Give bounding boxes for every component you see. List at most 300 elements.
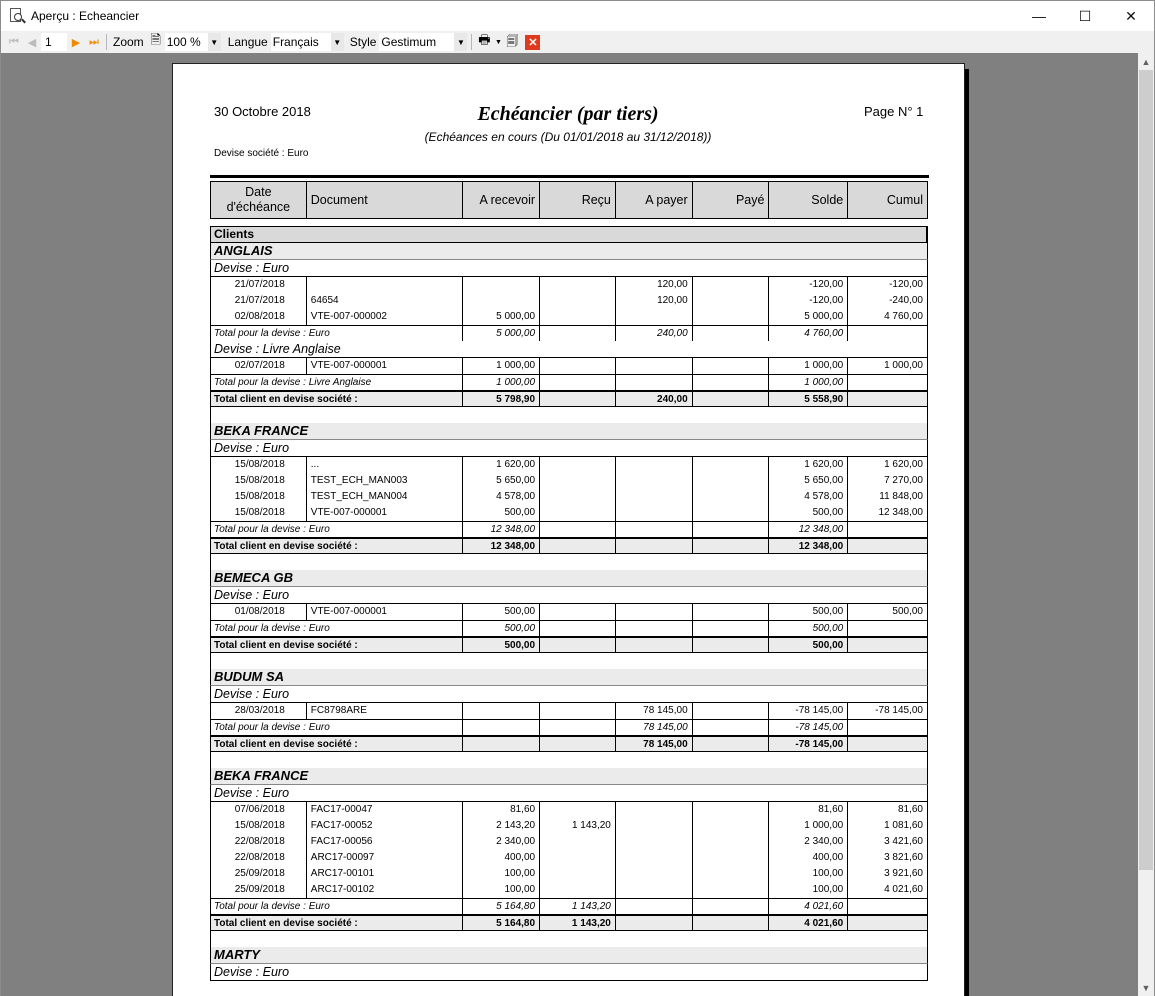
- cell-document: VTE-007-000001: [307, 604, 464, 620]
- tiers-body: [210, 243, 928, 981]
- cell-a-payer: [616, 457, 693, 473]
- col-header-recu: Reçu: [540, 182, 616, 218]
- total-label: Total client en devise société :: [211, 638, 463, 652]
- cell-solde: 2 340,00: [769, 834, 848, 850]
- cell-a-recevoir: 400,00: [463, 850, 540, 866]
- cell-solde: 500,00: [769, 604, 848, 620]
- cell-a-payer: [616, 866, 693, 882]
- cell-paye: [693, 522, 770, 537]
- table-header: [210, 181, 928, 219]
- page-zoom-icon: 🗎: [150, 32, 161, 47]
- page-number-input[interactable]: 1: [41, 33, 67, 51]
- cell-date: 15/08/2018: [211, 457, 307, 473]
- cell-a-payer: 240,00: [616, 392, 693, 406]
- company-currency: Devise société : Euro: [214, 148, 309, 159]
- chevron-down-icon[interactable]: ▼: [454, 33, 467, 51]
- cell-document: [307, 277, 464, 293]
- cell-date: 25/09/2018: [211, 866, 307, 882]
- table-row: [210, 489, 928, 505]
- cell-solde: 4 021,60: [769, 916, 848, 930]
- table-row: [210, 802, 928, 818]
- currency-total-row: [210, 521, 928, 537]
- preview-app-icon: [9, 8, 25, 24]
- col-header-cumul: Cumul: [886, 193, 924, 207]
- cell-a-payer: [616, 375, 693, 390]
- cell-solde: -78 145,00: [769, 703, 848, 719]
- cell-recu: [540, 309, 616, 325]
- table-row: [210, 358, 928, 374]
- tiers-name: BEKA FRANCE: [210, 423, 928, 440]
- minimize-button[interactable]: —: [1032, 8, 1046, 24]
- company-total-row: [210, 735, 928, 752]
- currency-total-row: [210, 374, 928, 390]
- print-setup-icon[interactable]: 🗐: [506, 33, 519, 48]
- cell-cumul: 3 821,60: [884, 852, 923, 863]
- cell-a-payer: [616, 850, 693, 866]
- table-row: [210, 604, 928, 620]
- currency-group: Devise : Livre Anglaise: [210, 341, 928, 358]
- cell-document: FAC17-00052: [307, 818, 464, 834]
- cell-cumul: -120,00: [889, 279, 923, 290]
- scroll-thumb[interactable]: [1139, 70, 1153, 870]
- cell-cumul: 4 760,00: [884, 311, 923, 322]
- cell-a-recevoir: 5 650,00: [463, 473, 540, 489]
- cell-cumul: 4 021,60: [884, 884, 923, 895]
- cell-paye: [693, 457, 770, 473]
- cell-recu: [540, 737, 616, 751]
- cell-solde: 5 000,00: [769, 309, 848, 325]
- table-row: [210, 866, 928, 882]
- cell-recu: [540, 850, 616, 866]
- cell-cumul: 11 848,00: [879, 491, 923, 502]
- company-total-row: [210, 914, 928, 931]
- total-label: Total pour la devise : Euro: [211, 522, 463, 537]
- total-label: Total client en devise société :: [211, 737, 463, 751]
- col-header-a-recevoir: A recevoir: [463, 182, 540, 218]
- cell-paye: [693, 539, 770, 553]
- cell-date: 28/03/2018: [211, 703, 307, 719]
- cell-recu: 1 143,20: [540, 916, 616, 930]
- cell-date: 15/08/2018: [211, 473, 307, 489]
- cell-recu: [540, 473, 616, 489]
- currency-group: Devise : Euro: [210, 260, 928, 277]
- cell-date: 01/08/2018: [211, 604, 307, 620]
- table-row: [210, 277, 928, 293]
- cell-solde: 500,00: [769, 621, 848, 636]
- cell-cumul: 500,00: [892, 606, 923, 617]
- cell-recu: [540, 326, 616, 341]
- cell-document: TEST_ECH_MAN003: [307, 473, 464, 489]
- cell-a-payer: [616, 358, 693, 374]
- cell-a-payer: [616, 489, 693, 505]
- cell-document: ARC17-00097: [307, 850, 464, 866]
- table-row: [210, 703, 928, 719]
- cell-paye: [693, 277, 770, 293]
- langue-value: Français: [272, 35, 319, 49]
- langue-label: Langue: [227, 35, 268, 49]
- cell-recu: [540, 375, 616, 390]
- currency-total-row: [210, 325, 928, 341]
- style-label: Style: [349, 35, 377, 49]
- cell-cumul: [848, 539, 927, 553]
- cell-document: FC8798ARE: [307, 703, 464, 719]
- chevron-down-icon[interactable]: ▼: [494, 38, 502, 46]
- spacer: [210, 407, 928, 423]
- cell-paye: [693, 326, 770, 341]
- cell-a-payer: [616, 899, 693, 914]
- cell-paye: [693, 850, 770, 866]
- tiers-name: ANGLAIS: [210, 243, 928, 260]
- cell-recu: [540, 489, 616, 505]
- cell-a-recevoir: [463, 720, 540, 735]
- zoom-label: Zoom: [113, 35, 144, 49]
- cell-solde: 4 760,00: [769, 326, 848, 341]
- cell-solde: -78 145,00: [769, 737, 848, 751]
- cell-cumul: [848, 737, 927, 751]
- cell-a-recevoir: 500,00: [463, 621, 540, 636]
- cell-solde: -120,00: [769, 277, 848, 293]
- cell-date: 15/08/2018: [211, 818, 307, 834]
- cell-a-recevoir: 2 340,00: [463, 834, 540, 850]
- cell-paye: [693, 489, 770, 505]
- total-label: Total pour la devise : Livre Anglaise: [211, 375, 463, 390]
- cell-cumul: [848, 638, 927, 652]
- report-subtitle: (Echéances en cours (Du 01/01/2018 au 31/12/2018)): [424, 130, 712, 144]
- cell-solde: 1 000,00: [769, 358, 848, 374]
- cell-paye: [693, 899, 770, 914]
- style-value: Gestimum: [381, 35, 437, 49]
- cell-recu: 1 143,20: [540, 899, 616, 914]
- cell-a-payer: 78 145,00: [616, 737, 693, 751]
- table-row: [210, 309, 928, 325]
- cell-a-payer: [616, 916, 693, 930]
- window-title: Aperçu : Echeancier: [31, 9, 140, 23]
- col-header-document: Document: [307, 182, 464, 218]
- cell-cumul: 12 348,00: [878, 507, 923, 518]
- cell-solde: 12 348,00: [769, 522, 848, 537]
- table-row: [210, 293, 928, 309]
- cell-document: VTE-007-000001: [307, 505, 464, 521]
- cell-paye: [693, 505, 770, 521]
- cell-recu: [540, 505, 616, 521]
- page-number: Page N° 1: [864, 104, 924, 119]
- cell-paye: [693, 703, 770, 719]
- cell-recu: [540, 539, 616, 553]
- cell-date: 22/08/2018: [211, 834, 307, 850]
- total-label: Total pour la devise : Euro: [211, 621, 463, 636]
- cell-recu: [540, 604, 616, 620]
- cell-paye: [693, 375, 770, 390]
- cell-a-recevoir: 1 620,00: [463, 457, 540, 473]
- cell-solde: 1 000,00: [769, 818, 848, 834]
- cell-a-recevoir: 5 164,80: [463, 899, 540, 914]
- cell-paye: [693, 392, 770, 406]
- langue-select[interactable]: [271, 33, 344, 51]
- tiers-name: MARTY: [210, 947, 928, 964]
- cell-a-payer: [616, 522, 693, 537]
- cell-a-recevoir: [463, 737, 540, 751]
- spacer: [210, 752, 928, 768]
- cell-paye: [693, 818, 770, 834]
- cell-cumul: 7 270,00: [884, 475, 923, 486]
- first-page-icon[interactable]: ⏮: [9, 35, 19, 48]
- prev-page-icon[interactable]: ◀: [27, 36, 37, 49]
- toolbar-separator: [471, 34, 472, 50]
- cell-solde: 4 578,00: [769, 489, 848, 505]
- cell-recu: [540, 882, 616, 898]
- next-page-icon[interactable]: ▶: [71, 36, 81, 49]
- cell-cumul: 81,60: [897, 804, 923, 815]
- spacer: [210, 931, 928, 947]
- cell-solde: 400,00: [769, 850, 848, 866]
- cell-paye: [693, 737, 770, 751]
- preview-viewport[interactable]: [0, 53, 1138, 996]
- cell-solde: -120,00: [769, 293, 848, 309]
- cell-recu: [540, 358, 616, 374]
- cell-a-recevoir: 5 000,00: [463, 309, 540, 325]
- cell-paye: [693, 882, 770, 898]
- cell-document: TEST_ECH_MAN004: [307, 489, 464, 505]
- cell-cumul: [848, 392, 927, 406]
- close-button[interactable]: ✕: [1125, 7, 1137, 24]
- cell-paye: [693, 309, 770, 325]
- currency-group: Devise : Euro: [210, 440, 928, 457]
- col-header-a-payer: A payer: [616, 182, 693, 218]
- cell-cumul: 3 921,60: [884, 868, 923, 879]
- cell-recu: [540, 703, 616, 719]
- header-rule: [210, 175, 929, 178]
- cell-solde: 500,00: [769, 638, 848, 652]
- chevron-down-icon[interactable]: ▼: [208, 33, 221, 51]
- table-row: [210, 834, 928, 850]
- window-titlebar: [0, 0, 1155, 31]
- total-label: Total client en devise société :: [211, 392, 463, 406]
- cell-recu: [540, 621, 616, 636]
- cell-solde: 5 650,00: [769, 473, 848, 489]
- currency-total-row: [210, 620, 928, 636]
- cell-a-payer: 120,00: [616, 277, 693, 293]
- report-table: [210, 181, 928, 981]
- cell-cumul: [848, 621, 927, 636]
- currency-total-row: [210, 719, 928, 735]
- cell-paye: [693, 293, 770, 309]
- cell-recu: [540, 293, 616, 309]
- cell-document: ARC17-00102: [307, 882, 464, 898]
- cell-date: 22/08/2018: [211, 850, 307, 866]
- zoom-select[interactable]: [165, 33, 221, 51]
- cell-solde: 81,60: [769, 802, 848, 818]
- cell-paye: [693, 358, 770, 374]
- cell-a-payer: [616, 539, 693, 553]
- cell-a-recevoir: [463, 277, 540, 293]
- currency-total-row: [210, 898, 928, 914]
- cell-document: VTE-007-000001: [307, 358, 464, 374]
- cell-cumul: [848, 720, 927, 735]
- cell-paye: [693, 834, 770, 850]
- cell-a-recevoir: 5 164,80: [463, 916, 540, 930]
- cell-a-recevoir: 1 000,00: [463, 358, 540, 374]
- cell-solde: 1 620,00: [769, 457, 848, 473]
- chevron-down-icon[interactable]: ▼: [331, 33, 344, 51]
- cell-a-recevoir: 5 000,00: [463, 326, 540, 341]
- cell-document: FAC17-00056: [307, 834, 464, 850]
- toolbar-separator: [106, 34, 107, 50]
- cell-paye: [693, 621, 770, 636]
- cell-cumul: [848, 326, 927, 341]
- cell-a-recevoir: 1 000,00: [463, 375, 540, 390]
- col-header-solde: Solde: [769, 182, 848, 218]
- cell-a-payer: [616, 621, 693, 636]
- cell-cumul: 1 000,00: [884, 360, 923, 371]
- cell-date: 02/08/2018: [211, 309, 307, 325]
- cell-solde: 5 558,90: [769, 392, 848, 406]
- cell-a-recevoir: 12 348,00: [463, 539, 540, 553]
- cell-cumul: [848, 916, 927, 930]
- cell-a-payer: [616, 638, 693, 652]
- cell-recu: [540, 834, 616, 850]
- cell-paye: [693, 916, 770, 930]
- currency-group: Devise : Euro: [210, 587, 928, 604]
- cell-recu: [540, 457, 616, 473]
- cell-a-recevoir: 81,60: [463, 802, 540, 818]
- print-icon[interactable]: 🖶: [478, 32, 491, 47]
- cell-recu: [540, 638, 616, 652]
- vertical-scrollbar[interactable]: [1138, 53, 1155, 996]
- table-row: [210, 818, 928, 834]
- cell-a-recevoir: [463, 703, 540, 719]
- cell-solde: 100,00: [769, 882, 848, 898]
- cell-document: FAC17-00047: [307, 802, 464, 818]
- cell-a-payer: [616, 834, 693, 850]
- cell-a-payer: [616, 309, 693, 325]
- cell-a-payer: [616, 473, 693, 489]
- cell-a-recevoir: 100,00: [463, 882, 540, 898]
- cell-cumul: -78 145,00: [875, 705, 923, 716]
- cell-a-recevoir: 5 798,90: [463, 392, 540, 406]
- cell-a-payer: 78 145,00: [616, 720, 693, 735]
- currency-group: Devise : Euro: [210, 686, 928, 703]
- cell-solde: 4 021,60: [769, 899, 848, 914]
- section-clients: Clients: [210, 226, 928, 243]
- cell-cumul: [848, 522, 927, 537]
- tiers-name: BEKA FRANCE: [210, 768, 928, 785]
- total-label: Total client en devise société :: [211, 916, 463, 930]
- preview-toolbar: [0, 31, 1155, 53]
- cell-a-recevoir: 500,00: [463, 604, 540, 620]
- company-total-row: [210, 537, 928, 554]
- currency-group: Devise : Euro: [210, 785, 928, 802]
- spacer: [210, 653, 928, 669]
- currency-group: Devise : Euro: [210, 964, 928, 981]
- cell-document: 64654: [307, 293, 464, 309]
- cell-recu: [540, 277, 616, 293]
- cell-paye: [693, 473, 770, 489]
- cell-cumul: [848, 899, 927, 914]
- zoom-value: 100 %: [166, 35, 201, 49]
- close-preview-icon[interactable]: ✕: [525, 35, 540, 50]
- cell-date: 21/07/2018: [211, 277, 307, 293]
- cell-date: 15/08/2018: [211, 505, 307, 521]
- col-header-date: Date d'échéance: [211, 182, 307, 218]
- total-label: Total pour la devise : Euro: [211, 720, 463, 735]
- total-label: Total pour la devise : Euro: [211, 326, 463, 341]
- table-row: [210, 850, 928, 866]
- cell-date: 15/08/2018: [211, 489, 307, 505]
- cell-document: ARC17-00101: [307, 866, 464, 882]
- cell-a-recevoir: 100,00: [463, 866, 540, 882]
- report-date: 30 Octobre 2018: [214, 104, 311, 119]
- cell-cumul: 1 620,00: [884, 459, 923, 470]
- cell-solde: 500,00: [769, 505, 848, 521]
- cell-solde: 12 348,00: [769, 539, 848, 553]
- cell-recu: [540, 720, 616, 735]
- table-row: [210, 473, 928, 489]
- cell-a-payer: [616, 882, 693, 898]
- cell-recu: [540, 392, 616, 406]
- cell-a-recevoir: 500,00: [463, 505, 540, 521]
- cell-document: ...: [307, 457, 464, 473]
- cell-solde: -78 145,00: [769, 720, 848, 735]
- scroll-down-icon[interactable]: ▼: [1141, 982, 1151, 993]
- cell-recu: 1 143,20: [540, 818, 616, 834]
- cell-a-recevoir: 12 348,00: [463, 522, 540, 537]
- table-row: [210, 882, 928, 898]
- cell-paye: [693, 866, 770, 882]
- cell-a-payer: 120,00: [616, 293, 693, 309]
- cell-a-payer: [616, 505, 693, 521]
- report-title: Echéancier (par tiers): [477, 103, 659, 125]
- cell-solde: 1 000,00: [769, 375, 848, 390]
- cell-cumul: -240,00: [889, 295, 923, 306]
- cell-date: 02/07/2018: [211, 358, 307, 374]
- cell-a-recevoir: 4 578,00: [463, 489, 540, 505]
- last-page-icon[interactable]: ⏭: [89, 35, 99, 48]
- cell-cumul: 3 421,60: [884, 836, 923, 847]
- cell-recu: [540, 802, 616, 818]
- cell-date: 25/09/2018: [211, 882, 307, 898]
- cell-a-payer: 78 145,00: [616, 703, 693, 719]
- scroll-up-icon[interactable]: ▲: [1141, 56, 1151, 67]
- cell-a-recevoir: 500,00: [463, 638, 540, 652]
- cell-a-payer: [616, 604, 693, 620]
- company-total-row: [210, 636, 928, 653]
- report-page: [172, 63, 965, 996]
- tiers-name: BEMECA GB: [210, 570, 928, 587]
- cell-date: 07/06/2018: [211, 802, 307, 818]
- spacer: [210, 554, 928, 570]
- cell-solde: 100,00: [769, 866, 848, 882]
- cell-a-recevoir: 2 143,20: [463, 818, 540, 834]
- cell-paye: [693, 638, 770, 652]
- col-header-paye: Payé: [693, 182, 770, 218]
- company-total-row: [210, 390, 928, 407]
- cell-cumul: 1 081,60: [884, 820, 923, 831]
- table-row: [210, 505, 928, 521]
- cell-a-payer: [616, 818, 693, 834]
- cell-paye: [693, 802, 770, 818]
- style-select[interactable]: [379, 33, 467, 51]
- cell-paye: [693, 720, 770, 735]
- cell-recu: [540, 866, 616, 882]
- cell-recu: [540, 522, 616, 537]
- maximize-button[interactable]: ☐: [1078, 7, 1092, 24]
- cell-cumul: [848, 375, 927, 390]
- table-row: [210, 457, 928, 473]
- total-label: Total client en devise société :: [211, 539, 463, 553]
- cell-document: VTE-007-000002: [307, 309, 464, 325]
- cell-a-payer: [616, 802, 693, 818]
- cell-paye: [693, 604, 770, 620]
